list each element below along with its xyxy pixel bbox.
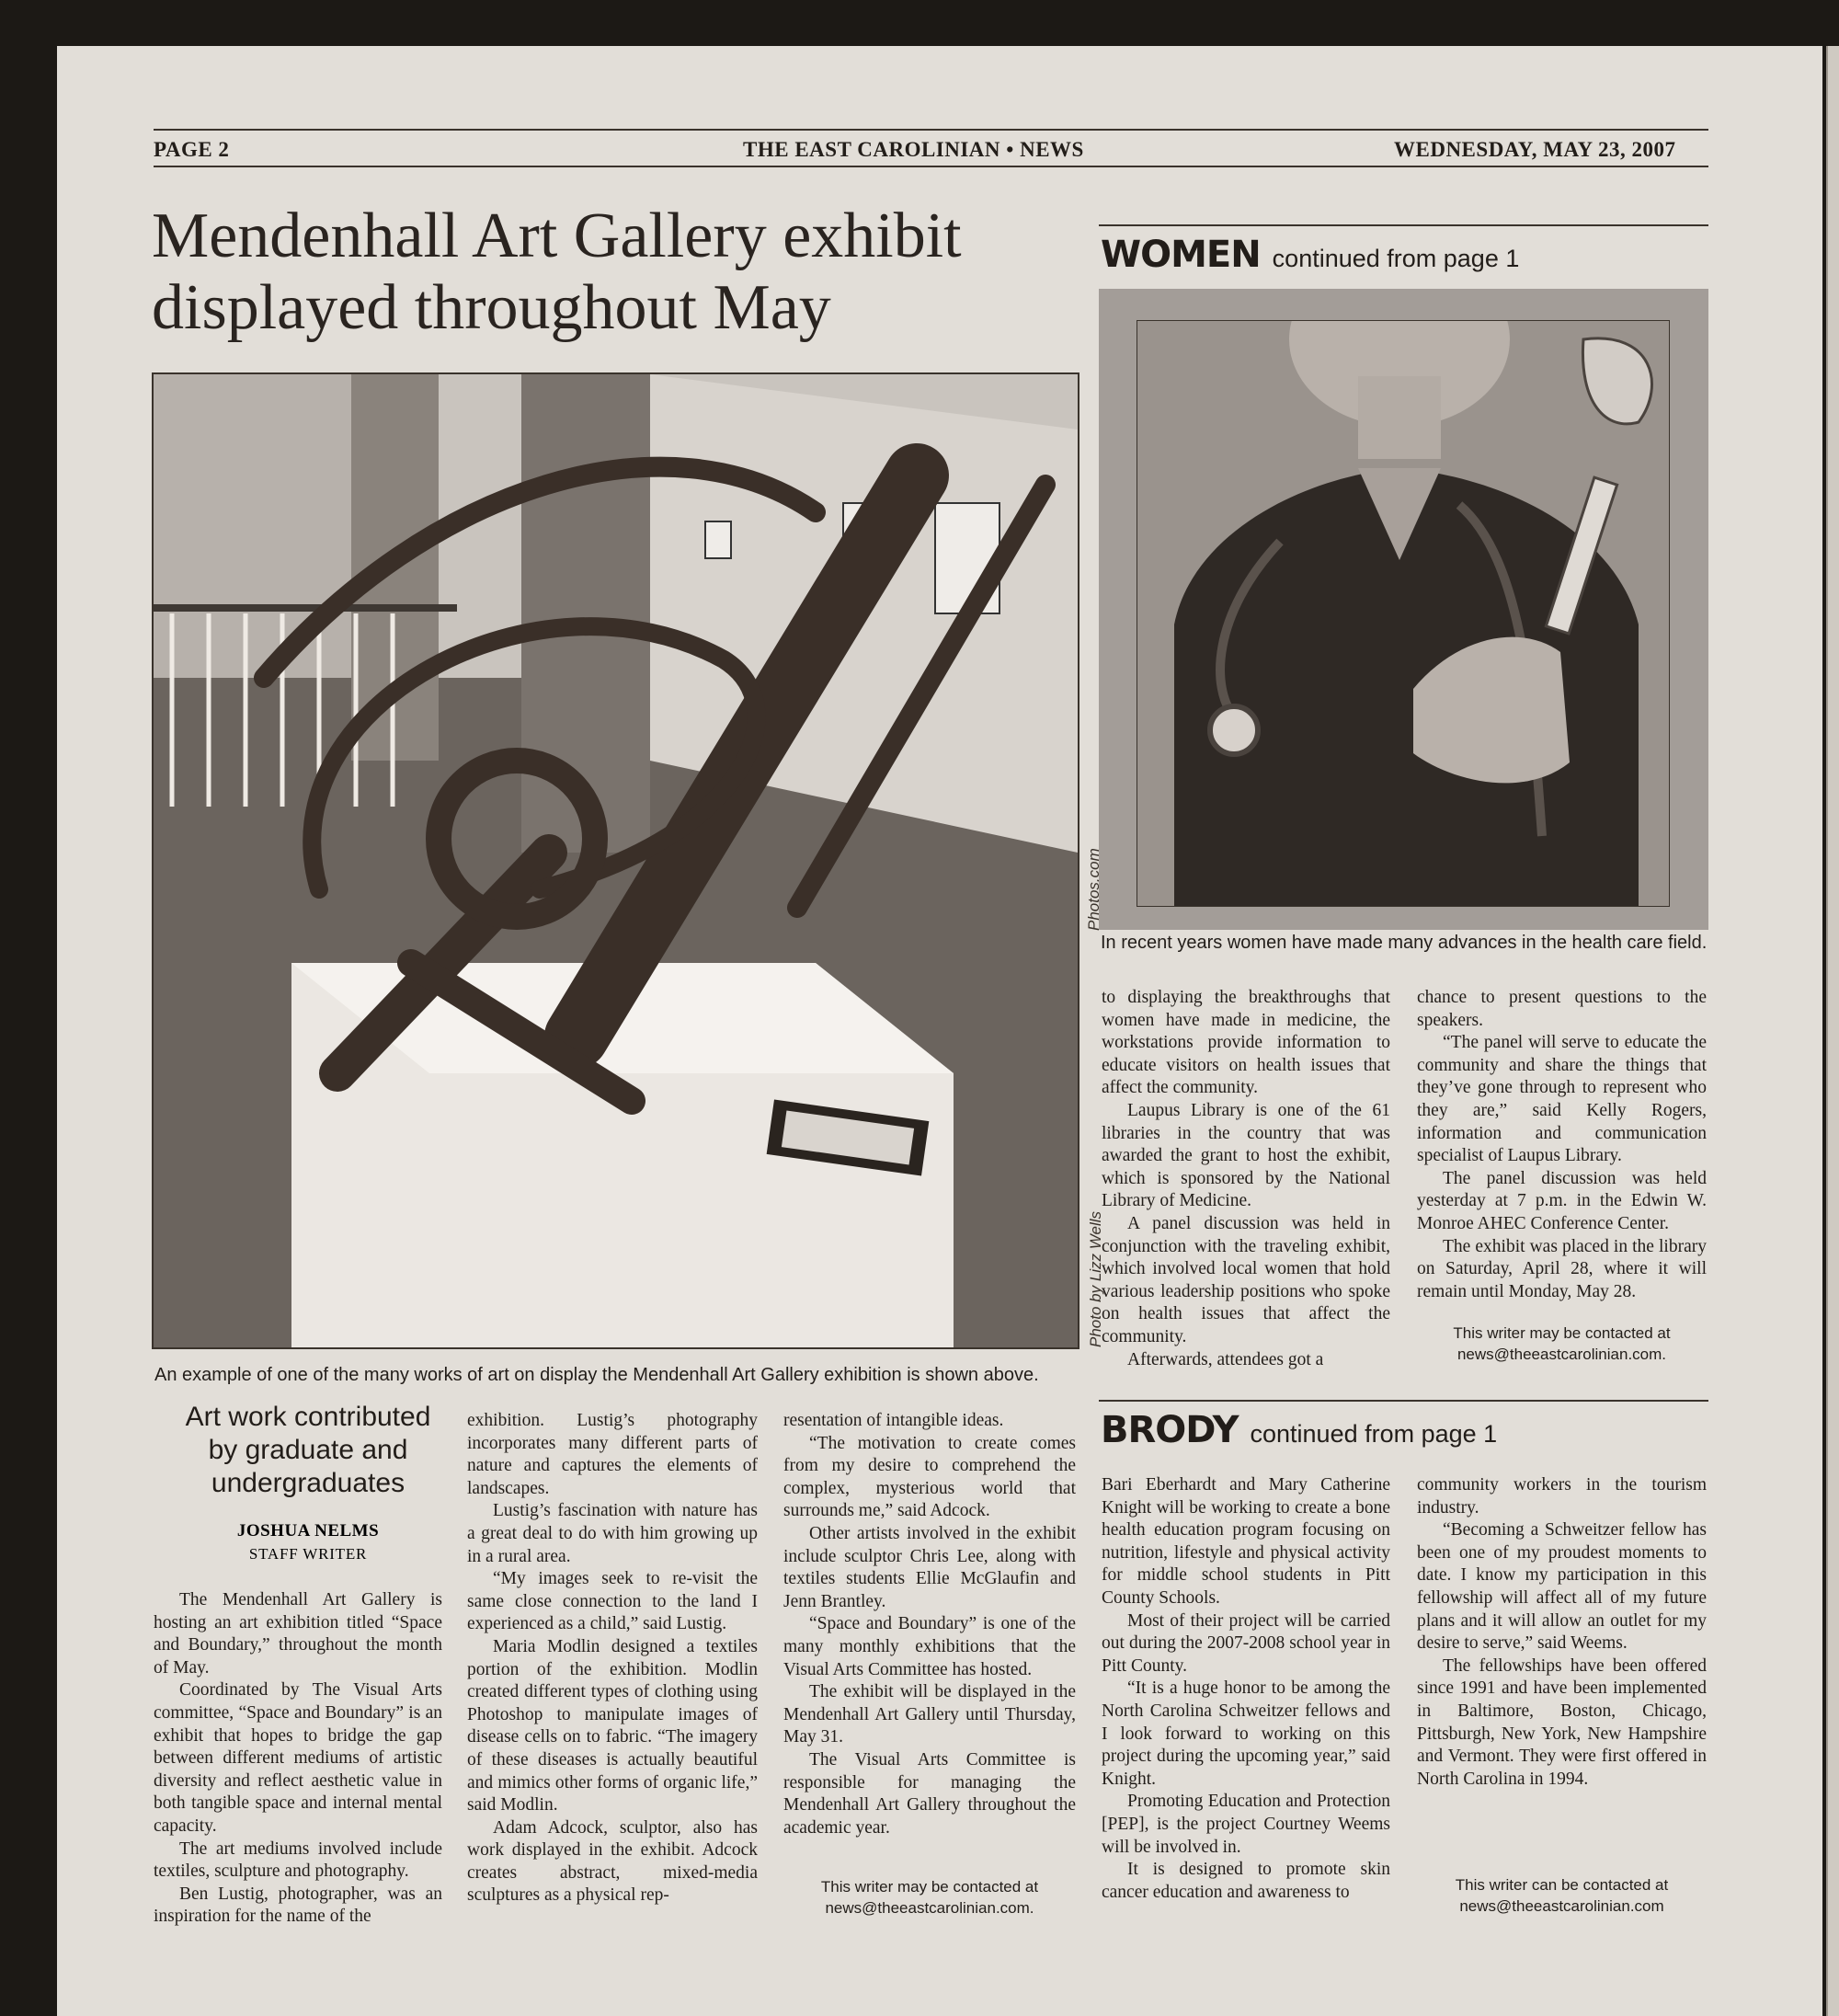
paragraph: Lustig’s fascination with nature has a great deal to do with him growing up in a rural area. bbox=[467, 1501, 758, 1566]
contact-line: This writer may be contacted at bbox=[1453, 1324, 1671, 1342]
paragraph: exhibition. Lustig’s photography incorporates many different parts of nature and captures the elements of landscapes. bbox=[467, 1411, 758, 1498]
main-column-3 bbox=[783, 1410, 1076, 1839]
contact-email: news@theeastcarolinian.com bbox=[1459, 1897, 1664, 1915]
paragraph: chance to present questions to the speakers. bbox=[1417, 988, 1707, 1030]
contact-email: news@theeastcarolinian.com. bbox=[825, 1899, 1034, 1917]
sculpture-photo bbox=[152, 372, 1079, 1349]
women-photo-credit: Photos.com bbox=[1085, 848, 1102, 931]
kicker-continued: continued from page 1 bbox=[1272, 245, 1520, 272]
paragraph: The panel discussion was held yesterday at 7 p.m. in the Edwin W. Monroe AHEC Conference Center. bbox=[1417, 1168, 1707, 1233]
brody-column-2 bbox=[1417, 1474, 1707, 1791]
nurse-photo-illustration bbox=[1137, 321, 1669, 906]
subhead-line: Art work contributed bbox=[185, 1402, 431, 1432]
brody-column-1 bbox=[1102, 1474, 1390, 1904]
headline-line: displayed throughout May bbox=[152, 272, 831, 343]
article-subhead bbox=[156, 1401, 460, 1500]
paragraph: to displaying the breakthroughs that women have made in medicine, the workstations provide information to educate visitors on health issues that affect the community. bbox=[1102, 988, 1390, 1098]
paragraph: “Becoming a Schweitzer fellow has been one of my proudest moments to date. I know my participation in this fellowship will affect all of my future plans and it will allow an outlet for my desire to serve,” said Weems. bbox=[1417, 1520, 1707, 1654]
sculpture-photo-illustration bbox=[154, 374, 1078, 1347]
paragraph: The Mendenhall Art Gallery is hosting an art exhibition titled “Space and Boundary,” throughout the month of May. bbox=[154, 1590, 442, 1678]
paragraph: Laupus Library is one of the 61 libraries in the country that was awarded the grant to host the exhibit, which is sponsored by the National Library of Medicine. bbox=[1102, 1100, 1390, 1211]
main-column-2 bbox=[467, 1410, 758, 1907]
folio-bottom-rule bbox=[154, 166, 1708, 167]
main-photo-credit: Photo by Lizz Wells bbox=[1087, 1210, 1104, 1347]
paragraph: “The motivation to create comes from my desire to comprehend the complex, mysterious world that surrounds me,” said Adcock. bbox=[783, 1433, 1076, 1521]
paragraph: “The panel will serve to educate the community and share the things that they’ve gone through to represent who they are,” said Kelly Rogers, information and communication specialist of Laupus Library. bbox=[1417, 1033, 1707, 1166]
women-section-rule bbox=[1099, 224, 1708, 226]
adjacent-page-edge bbox=[1826, 46, 1839, 2016]
subhead-line: undergraduates bbox=[211, 1468, 405, 1498]
women-column-2 bbox=[1417, 987, 1707, 1303]
paragraph: The fellowships have been offered since 1991 and have been implemented in Baltimore, Boston, Chicago, Pittsburgh, New York, New Hampshire and Vermont. They were first offered in North Carolina in 1994. bbox=[1417, 1655, 1707, 1789]
kicker-label: BRODY bbox=[1101, 1409, 1239, 1451]
women-photo-caption: In recent years women have made many advances in the health care field. bbox=[1101, 933, 1708, 953]
contact-line: This writer may be contacted at bbox=[820, 1878, 1039, 1896]
women-column-1 bbox=[1102, 987, 1390, 1371]
main-column-1 bbox=[154, 1589, 442, 1929]
paragraph: “Space and Boundary” is one of the many monthly exhibitions that the Visual Arts Committee has hosted. bbox=[783, 1614, 1076, 1679]
page-number: PAGE 2 bbox=[154, 138, 230, 161]
contact-email: news@theeastcarolinian.com. bbox=[1456, 1346, 1667, 1363]
women-contact bbox=[1417, 1323, 1707, 1365]
paragraph: Bari Eberhardt and Mary Catherine Knight will be working to create a bone health education program focusing on nutrition, lifestyle and physical activity for middle school students in Pitt County Schools. bbox=[1102, 1475, 1390, 1608]
paragraph: Ben Lustig, photographer, was an inspiration for the name of the bbox=[154, 1884, 442, 1927]
paragraph: “My images seek to re-visit the same close connection to the land I experienced as a child,” said Lustig. bbox=[467, 1569, 758, 1634]
folio-top-rule bbox=[154, 129, 1708, 131]
main-contact bbox=[783, 1876, 1076, 1919]
nurse-photo bbox=[1137, 320, 1670, 907]
contact-line: This writer can be contacted at bbox=[1455, 1876, 1669, 1894]
headline-line: Mendenhall Art Gallery exhibit bbox=[152, 200, 962, 271]
brody-contact bbox=[1417, 1874, 1707, 1917]
main-photo-caption: An example of one of the many works of art on display the Mendenhall Art Gallery exhibition is shown above. bbox=[154, 1365, 1039, 1385]
women-kicker bbox=[1101, 234, 1519, 276]
paragraph: It is designed to promote skin cancer education and awareness to bbox=[1102, 1860, 1390, 1902]
paragraph: Other artists involved in the exhibit include sculptor Chris Lee, along with textiles students Ellie McGlaufin and Jenn Brantley. bbox=[783, 1523, 1076, 1611]
byline: JOSHUA NELMS bbox=[236, 1521, 380, 1541]
paragraph: Promoting Education and Protection [PEP], is the project Courtney Weems will be involved in. bbox=[1102, 1792, 1390, 1857]
brody-section-rule bbox=[1099, 1400, 1708, 1402]
issue-date: WEDNESDAY, MAY 23, 2007 bbox=[1394, 138, 1676, 161]
paragraph: Coordinated by The Visual Arts committee, “Space and Boundary” is an exhibit that hopes to bridge the gap between different mediums of artistic diversity and reflect aesthetic value in both tangible space and internal mental capacity. bbox=[154, 1680, 442, 1836]
paragraph: A panel discussion was held in conjunction with the traveling exhibit, which involved local women that hold various leadership positions who spoke on health issues that affect the community. bbox=[1102, 1213, 1390, 1346]
paragraph: The Visual Arts Committee is responsible for managing the Mendenhall Art Gallery throughout the academic year. bbox=[783, 1749, 1076, 1838]
paper-section: THE EAST CAROLINIAN • NEWS bbox=[743, 138, 1084, 161]
paragraph: Maria Modlin designed a textiles portion of the exhibition. Modlin created different types of clothing using Photoshop to manipulate images of disease cells on to fabric. “The imagery of these diseases is actually beautiful and mimics other forms of organic life,” said Modlin. bbox=[467, 1636, 758, 1816]
paragraph: The exhibit will be displayed in the Mendenhall Art Gallery until Thursday, May 31. bbox=[783, 1682, 1076, 1747]
headline bbox=[152, 200, 1080, 344]
kicker-continued: continued from page 1 bbox=[1250, 1420, 1498, 1448]
paragraph: The art mediums involved include textiles, sculpture and photography. bbox=[154, 1838, 442, 1882]
kicker-label: WOMEN bbox=[1101, 234, 1261, 276]
paragraph: resentation of intangible ideas. bbox=[783, 1411, 1004, 1430]
paragraph: “It is a huge honor to be among the North Carolina Schweitzer fellows and I look forward to working on this project during the upcoming year,” said Knight. bbox=[1102, 1678, 1390, 1789]
paragraph: Most of their project will be carried out during the 2007-2008 school year in Pitt County. bbox=[1102, 1610, 1390, 1676]
paragraph: community workers in the tourism industry. bbox=[1417, 1475, 1707, 1518]
subhead-line: by graduate and bbox=[208, 1435, 408, 1465]
brody-kicker bbox=[1101, 1409, 1497, 1451]
paragraph: Adam Adcock, sculptor, also has work displayed in the exhibit. Adcock creates abstract, mixed-media sculptures as a physical rep- bbox=[467, 1817, 758, 1906]
paragraph: Afterwards, attendees got a bbox=[1127, 1349, 1324, 1369]
scan-border bbox=[0, 0, 1839, 46]
byline-title: STAFF WRITER bbox=[248, 1545, 368, 1563]
paragraph: The exhibit was placed in the library on Saturday, April 28, where it will remain until Monday, May 28. bbox=[1417, 1236, 1707, 1301]
